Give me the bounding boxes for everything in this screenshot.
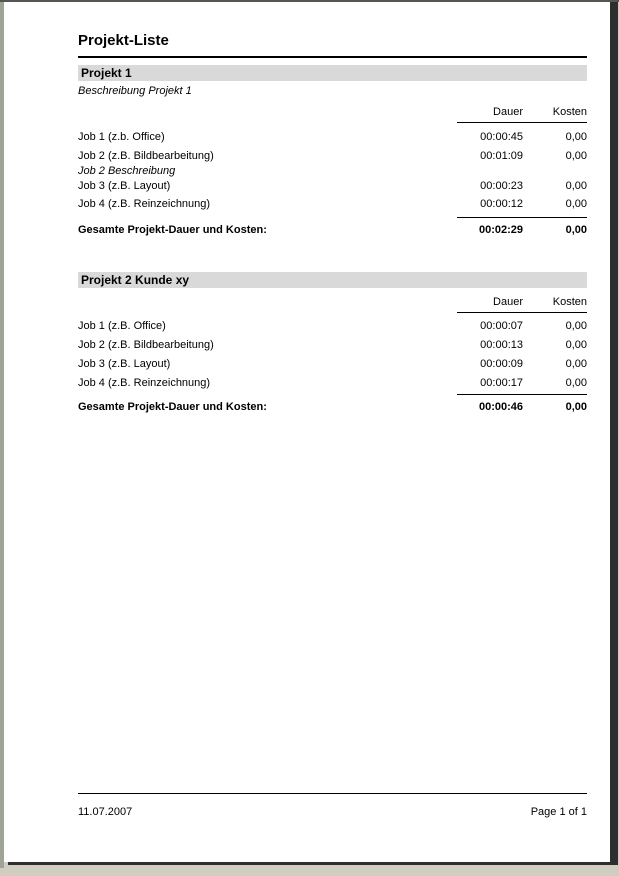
total-duration: 00:02:29 <box>478 224 523 236</box>
page-shadow-bottom <box>8 862 618 865</box>
job-duration: 00:00:23 <box>480 180 523 192</box>
project-name: Projekt 2 Kunde xy <box>81 273 190 287</box>
job-row <box>78 356 587 375</box>
project-total-row <box>78 224 587 237</box>
job-cost: 0,00 <box>565 180 587 192</box>
column-header-rule <box>457 122 587 123</box>
job-duration: 00:00:13 <box>480 339 523 351</box>
job-label: Job 3 (z.B. Layout) <box>78 180 171 192</box>
job-label: Job 4 (z.B. Reinzeichnung) <box>78 377 211 389</box>
job-label: Job 2 (z.B. Bildbearbeitung) <box>78 339 214 351</box>
job-table <box>78 129 587 215</box>
job-duration: 00:00:17 <box>480 377 523 389</box>
footer-page-number: Page 1 of 1 <box>530 806 587 818</box>
total-duration: 00:00:46 <box>478 401 523 413</box>
column-header-spacer <box>78 296 443 308</box>
job-duration: 00:00:12 <box>480 198 523 210</box>
job-cost: 0,00 <box>565 198 587 210</box>
job-row <box>78 178 587 196</box>
job-row <box>78 337 587 356</box>
job-row <box>78 129 587 148</box>
job-cost: 0,00 <box>565 150 587 162</box>
job-duration: 00:00:07 <box>480 320 523 332</box>
project-total-row <box>78 401 587 414</box>
footer-date: 11.07.2007 <box>78 806 133 818</box>
total-cost: 0,00 <box>565 224 587 236</box>
column-header-row <box>78 106 587 118</box>
job-row <box>78 318 587 337</box>
page-shadow-right <box>610 2 618 863</box>
job-label: Job 2 (z.B. Bildbearbeitung) <box>78 150 214 162</box>
job-table <box>78 318 587 394</box>
column-header-dauer: Dauer <box>493 106 523 118</box>
job-cost: 0,00 <box>565 320 587 332</box>
job-note: Job 2 Beschreibung <box>78 165 176 177</box>
total-label: Gesamte Projekt-Dauer und Kosten: <box>78 401 267 413</box>
title-divider <box>78 56 587 58</box>
project-section-header <box>78 272 587 288</box>
job-cost: 0,00 <box>565 339 587 351</box>
report-page <box>4 2 610 862</box>
total-cost: 0,00 <box>565 401 587 413</box>
job-label: Job 1 (z.b. Office) <box>78 131 165 143</box>
column-header-kosten: Kosten <box>552 106 587 118</box>
job-label: Job 4 (z.B. Reinzeichnung) <box>78 198 211 210</box>
total-label: Gesamte Projekt-Dauer und Kosten: <box>78 224 267 236</box>
job-duration: 00:01:09 <box>480 150 523 162</box>
job-row <box>78 375 587 394</box>
project-name: Projekt 1 <box>81 66 132 80</box>
report-content <box>78 2 587 414</box>
project-section-header <box>78 65 587 81</box>
column-header-kosten: Kosten <box>552 296 587 308</box>
job-cost: 0,00 <box>565 358 587 370</box>
job-cost: 0,00 <box>565 377 587 389</box>
job-note-row <box>78 163 587 178</box>
total-rule <box>457 217 587 218</box>
column-header-row <box>78 296 587 308</box>
job-duration: 00:00:09 <box>480 358 523 370</box>
job-row <box>78 196 587 215</box>
job-cost: 0,00 <box>565 131 587 143</box>
column-header-rule <box>457 312 587 313</box>
job-label: Job 1 (z.B. Office) <box>78 320 166 332</box>
column-header-spacer <box>78 106 443 118</box>
footer-row <box>78 806 587 819</box>
column-header-dauer: Dauer <box>493 296 523 308</box>
project-description: Beschreibung Projekt 1 <box>78 85 192 97</box>
job-duration: 00:00:45 <box>480 131 523 143</box>
total-rule <box>457 394 587 395</box>
page-title: Projekt-Liste <box>78 32 169 49</box>
page-footer <box>78 793 587 819</box>
job-label: Job 3 (z.B. Layout) <box>78 358 171 370</box>
job-row <box>78 148 587 163</box>
